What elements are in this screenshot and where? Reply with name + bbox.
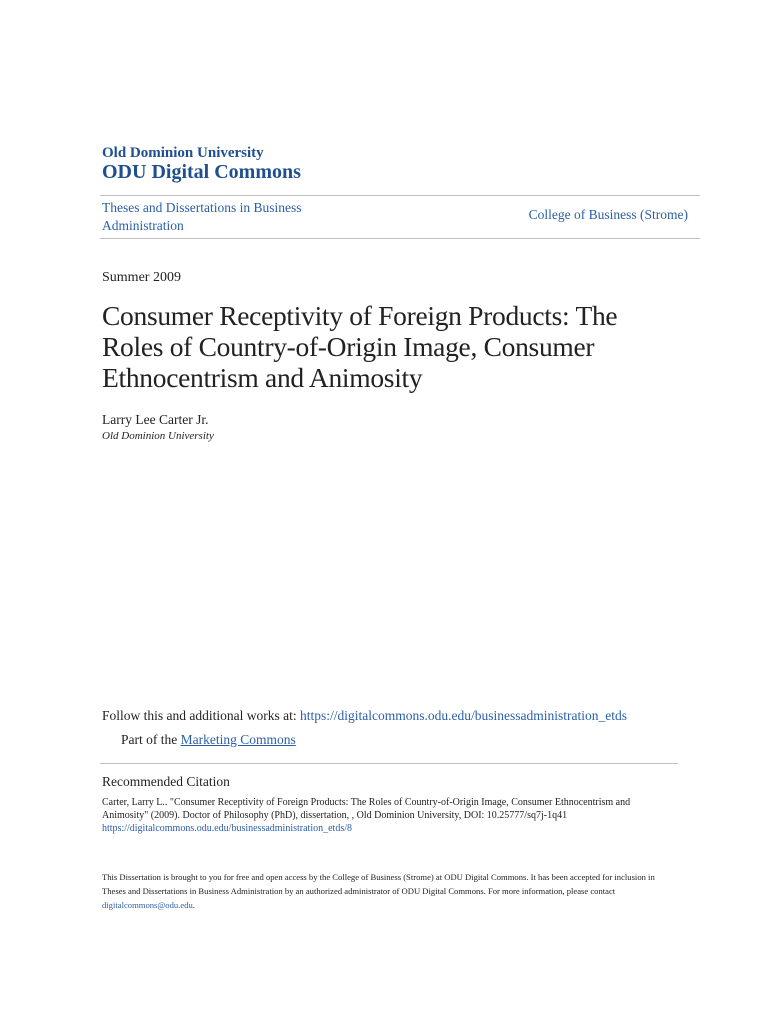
follow-line: [102, 708, 627, 724]
part-of-prefix: Part of the: [121, 732, 181, 747]
part-of-line: [121, 732, 296, 748]
publication-date: Summer 2009: [102, 270, 181, 285]
author-affiliation: Old Dominion University: [102, 430, 214, 442]
citation-body: [102, 796, 672, 835]
document-title: Consumer Receptivity of Foreign Products: The Roles of Country-of-Origin Image, Consumer Ethnocentrism and Animosity: [102, 300, 618, 393]
department-link[interactable]: College of Business (Strome): [528, 207, 688, 222]
notice-suffix: .: [192, 900, 195, 910]
notice-text: This Dissertation is brought to you for free and open access by the College of Business (Strome) at ODU Digital Commons. It has been accepted for inclusion in Theses and Dissertations in Business Administration by an authorized administrator of ODU Digital Commons. For more information, please contact: [102, 872, 655, 896]
contact-email-link[interactable]: digitalcommons@odu.edu: [102, 900, 193, 910]
repository-name: ODU Digital Commons: [102, 161, 301, 183]
follow-prefix: Follow this and additional works at:: [102, 708, 300, 723]
citation-heading: Recommended Citation: [102, 774, 230, 789]
section-divider: [100, 763, 678, 764]
marketing-commons-link[interactable]: Marketing Commons: [180, 732, 296, 747]
university-name: Old Dominion University: [102, 145, 264, 161]
author-name: Larry Lee Carter Jr.: [102, 412, 209, 427]
series-link[interactable]: Theses and Dissertations in Business Administration: [102, 200, 302, 233]
citation-url-link[interactable]: https://digitalcommons.odu.edu/businessadministration_etds/8: [102, 823, 352, 834]
access-notice: [102, 870, 672, 912]
collection-url-link[interactable]: https://digitalcommons.odu.edu/businessadministration_etds: [300, 708, 627, 723]
citation-text: Carter, Larry L.. "Consumer Receptivity of Foreign Products: The Roles of Country-of-Origin Image, Consumer Ethnocentrism and Animosity" (2009). Doctor of Philosophy (PhD), dissertation, , Old Dominion University, DOI: 10.25777/sq7j-1q41: [102, 797, 631, 821]
collection-bar: [100, 195, 700, 239]
